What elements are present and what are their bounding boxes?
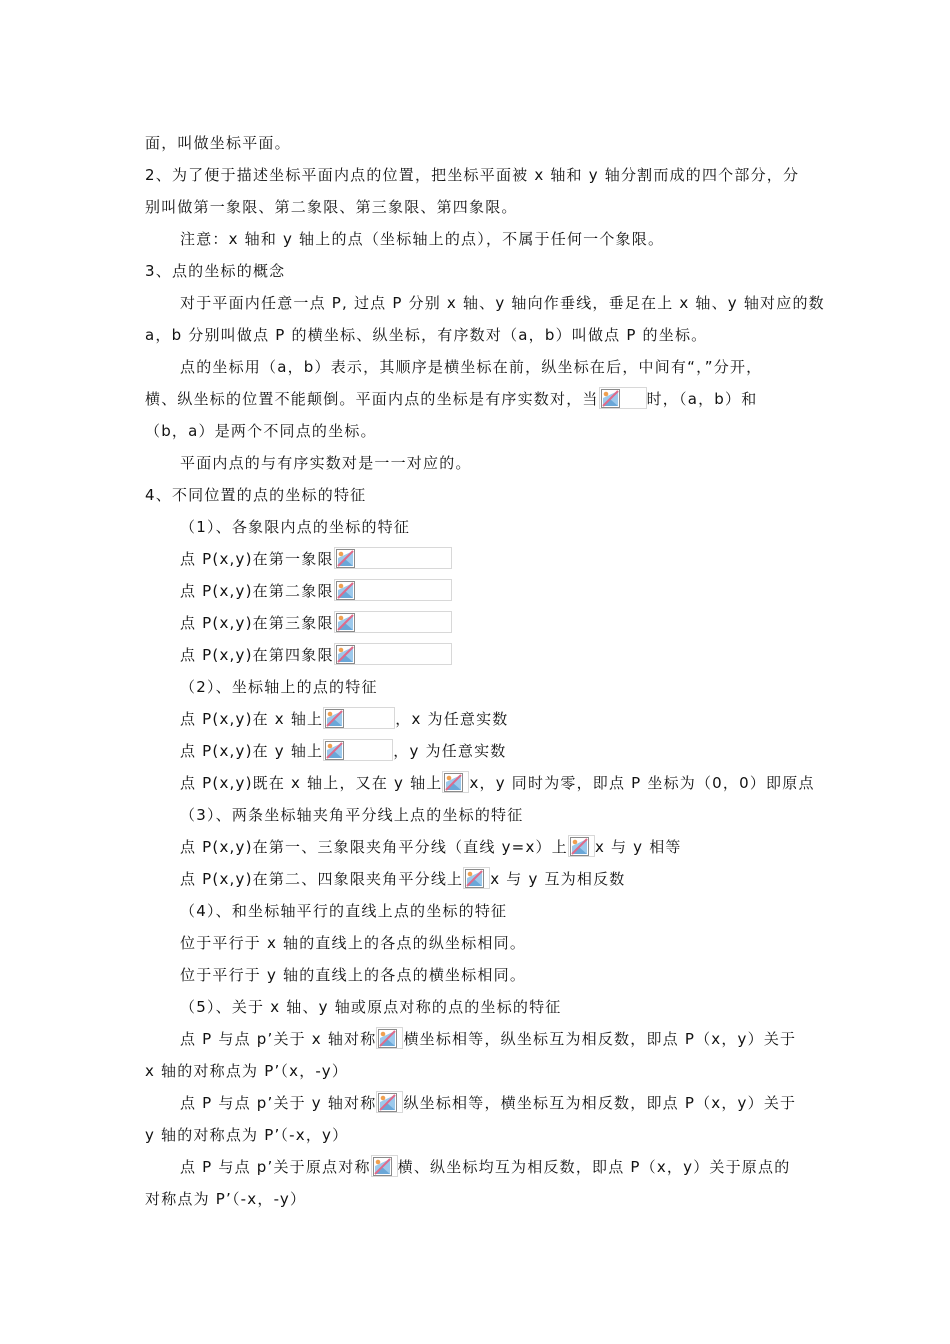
text-line: [145, 323, 707, 347]
equation-image-placeholder: [376, 1091, 403, 1113]
text-line: [145, 419, 377, 443]
equation-image-placeholder: [323, 739, 393, 761]
text-line: [180, 739, 507, 763]
subsection-heading: [180, 515, 410, 539]
line-text: 点 P(x,y)既在 x 轴上，又在 y 轴上: [180, 774, 443, 792]
equation-image-placeholder: [323, 707, 395, 729]
line-text: 位于平行于 x 轴的直线上的各点的纵坐标相同。: [180, 934, 527, 952]
text-line: [180, 291, 825, 315]
line-text: a，b 分别叫做点 P 的横坐标、纵坐标，有序数对（a，b）叫做点 P 的坐标。: [145, 326, 708, 344]
equation-image-placeholder: [599, 387, 647, 409]
text-line: [180, 1027, 796, 1051]
line-text: 点 P(x,y)在 x 轴上: [180, 710, 324, 728]
text-line: [180, 1091, 796, 1115]
line-text: 对称点为 P’（-x，-y）: [145, 1190, 307, 1208]
broken-image-icon: [336, 613, 355, 632]
text-line: [145, 1123, 348, 1147]
line-text: 横坐标相等，纵坐标互为相反数，即点 P（x，y）关于: [403, 1030, 797, 1048]
line-text: （5）、关于 x 轴、y 轴或原点对称的点的坐标的特征: [180, 998, 562, 1016]
line-text: 点 P(x,y)在第二象限: [180, 582, 334, 600]
line-text: （1）、各象限内点的坐标的特征: [180, 518, 411, 536]
text-line: [180, 867, 626, 891]
line-text: x，y 同时为零，即点 P 坐标为（0，0）即原点: [469, 774, 815, 792]
text-line: [180, 547, 452, 571]
text-line: [145, 163, 799, 187]
line-text: 点 P 与点 p’关于 y 轴对称: [180, 1094, 377, 1112]
line-text: （3）、两条坐标轴夹角平分线上点的坐标的特征: [180, 806, 524, 824]
line-text: 位于平行于 y 轴的直线上的各点的横坐标相同。: [180, 966, 527, 984]
line-text: 点 P 与点 p’关于 x 轴对称: [180, 1030, 377, 1048]
line-text: 时，（a，b）和: [646, 390, 758, 408]
text-line: [145, 1187, 306, 1211]
text-line: [145, 195, 518, 219]
broken-image-icon: [378, 1093, 397, 1112]
line-text: 纵坐标相等，横坐标互为相反数，即点 P（x，y）关于: [403, 1094, 797, 1112]
line-text: 3、点的坐标的概念: [145, 262, 286, 280]
broken-image-icon: [570, 837, 589, 856]
line-text: 点 P(x,y)在第三象限: [180, 614, 334, 632]
broken-image-icon: [378, 1029, 397, 1048]
text-line: [180, 1155, 790, 1179]
line-text: ，x 为任意实数: [395, 710, 509, 728]
text-line: [180, 771, 815, 795]
equation-image-placeholder: [334, 547, 452, 569]
text-line: [180, 963, 526, 987]
equation-image-placeholder: [371, 1155, 398, 1177]
broken-image-icon: [444, 773, 463, 792]
text-line: [145, 1059, 348, 1083]
subsection-heading: [180, 995, 562, 1019]
equation-image-placeholder: [463, 867, 490, 889]
broken-image-icon: [336, 581, 355, 600]
equation-image-placeholder: [568, 835, 595, 857]
line-text: 横、纵坐标的位置不能颠倒。平面内点的坐标是有序实数对，当: [145, 390, 599, 408]
text-line: [180, 931, 526, 955]
line-text: 点 P(x,y)在 y 轴上: [180, 742, 324, 760]
text-line: [180, 611, 452, 635]
text-line: [180, 707, 509, 731]
line-text: ，y 为任意实数: [393, 742, 507, 760]
note-line: [180, 227, 664, 251]
line-text: y 轴的对称点为 P’（-x，y）: [145, 1126, 349, 1144]
equation-image-placeholder: [334, 643, 452, 665]
text-line: [180, 579, 452, 603]
line-text: x 与 y 相等: [594, 838, 682, 856]
equation-image-placeholder: [334, 579, 452, 601]
line-text: 点的坐标用（a，b）表示，其顺序是横坐标在前，纵坐标在后，中间有“，”分开，: [180, 358, 763, 376]
line-text: 横、纵坐标均互为相反数，即点 P（x，y）关于原点的: [397, 1158, 791, 1176]
broken-image-icon: [373, 1157, 392, 1176]
line-text: 注意：x 轴和 y 轴上的点（坐标轴上的点），不属于任何一个象限。: [180, 230, 665, 248]
line-text: （4）、和坐标轴平行的直线上点的坐标的特征: [180, 902, 508, 920]
line-text: 面，叫做坐标平面。: [145, 134, 291, 152]
broken-image-icon: [325, 741, 344, 760]
text-line: [180, 835, 682, 859]
text-line: [145, 131, 291, 155]
broken-image-icon: [336, 549, 355, 568]
equation-image-placeholder: [376, 1027, 403, 1049]
text-line: [180, 451, 472, 475]
line-text: 点 P(x,y)在第一、三象限夹角平分线（直线 y=x）上: [180, 838, 568, 856]
line-text: 点 P(x,y)在第四象限: [180, 646, 334, 664]
line-text: （b，a）是两个不同点的坐标。: [145, 422, 377, 440]
line-text: 2、为了便于描述坐标平面内点的位置，把坐标平面被 x 轴和 y 轴分割而成的四个部分，分: [145, 166, 800, 184]
line-text: 别叫做第一象限、第二象限、第三象限、第四象限。: [145, 198, 518, 216]
line-text: （2）、坐标轴上的点的特征: [180, 678, 378, 696]
broken-image-icon: [601, 389, 620, 408]
line-text: 4、不同位置的点的坐标的特征: [145, 486, 367, 504]
text-line: [145, 387, 757, 411]
broken-image-icon: [325, 709, 344, 728]
subsection-heading: [180, 899, 507, 923]
line-text: 对于平面内任意一点 P, 过点 P 分别 x 轴、y 轴向作垂线，垂足在上 x 轴、y 轴对应的数: [180, 294, 825, 312]
line-text: 平面内点的与有序实数对是一一对应的。: [180, 454, 472, 472]
subsection-heading: [180, 803, 523, 827]
text-line: [180, 643, 452, 667]
section-heading: [145, 259, 285, 283]
section-heading: [145, 483, 366, 507]
text-line: [180, 355, 762, 379]
line-text: 点 P(x,y)在第二、四象限夹角平分线上: [180, 870, 464, 888]
line-text: 点 P 与点 p’关于原点对称: [180, 1158, 371, 1176]
broken-image-icon: [465, 869, 484, 888]
subsection-heading: [180, 675, 378, 699]
equation-image-placeholder: [334, 611, 452, 633]
equation-image-placeholder: [442, 771, 469, 793]
line-text: x 与 y 互为相反数: [490, 870, 626, 888]
broken-image-icon: [336, 645, 355, 664]
line-text: x 轴的对称点为 P’（x，-y）: [145, 1062, 349, 1080]
line-text: 点 P(x,y)在第一象限: [180, 550, 334, 568]
